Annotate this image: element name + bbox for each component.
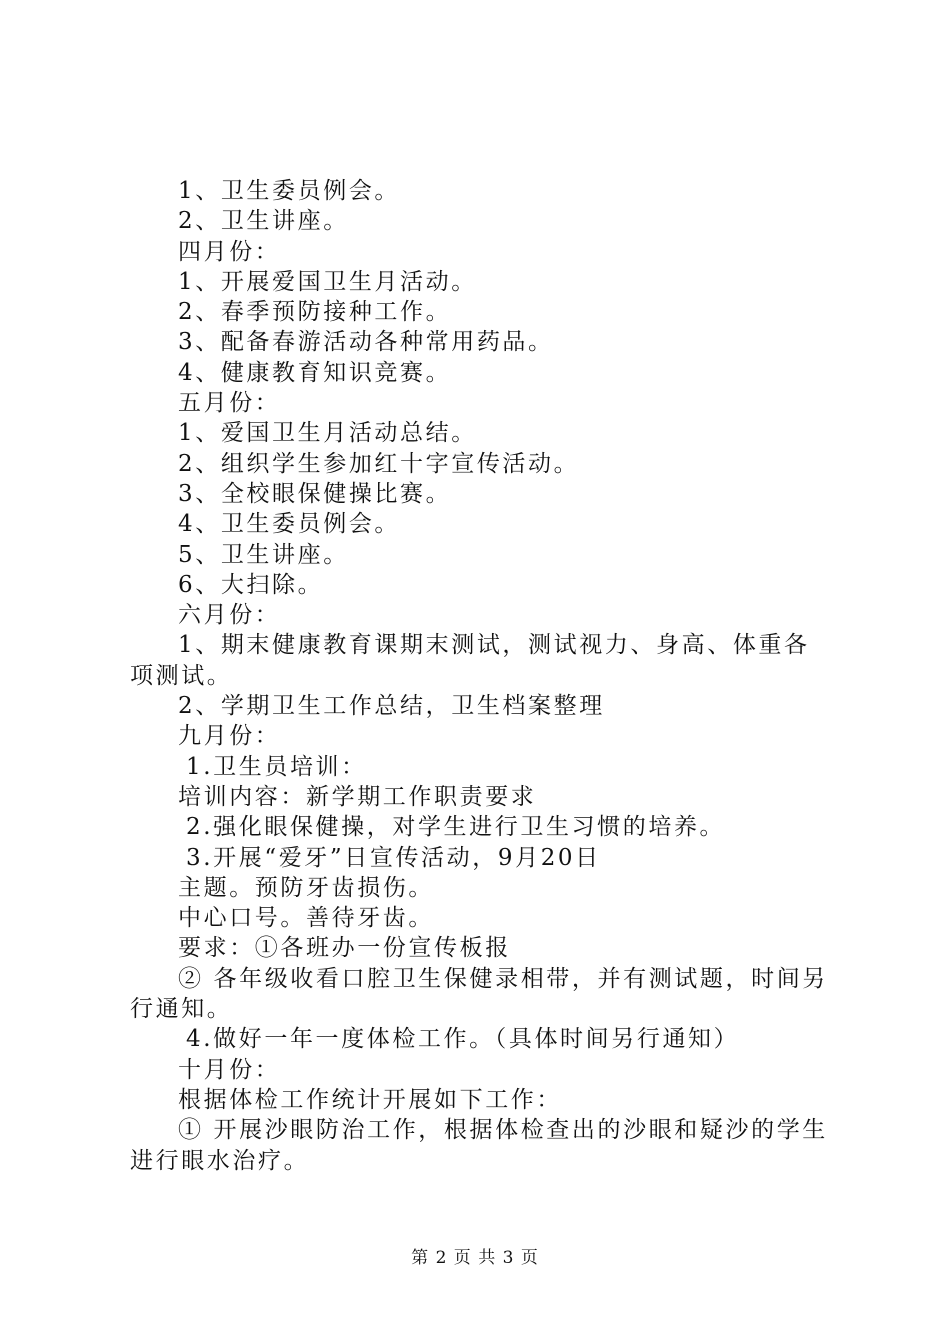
text-line: 主题。预防牙齿损伤。 — [178, 874, 434, 901]
text-line: 3.开展“爱牙”日宣传活动，9月20日 — [186, 844, 601, 871]
text-line: 要求：①各班办一份宣传板报 — [178, 935, 511, 962]
text-line: 中心口号。善待牙齿。 — [178, 905, 434, 932]
text-line: 1、卫生委员例会。 — [178, 178, 401, 204]
text-paragraph: ① 开展沙眼防治工作，根据体检查出的沙眼和疑沙的学生进行眼水治疗。 — [130, 1117, 828, 1174]
text-line: 6、大扫除。 — [178, 571, 324, 598]
section-heading-october: 十月份： — [178, 1056, 281, 1083]
section-heading-may: 五月份： — [178, 390, 281, 417]
text-line: 1、爱国卫生月活动总结。 — [178, 420, 477, 447]
text-line: 2、卫生讲座。 — [178, 208, 349, 235]
text-line: 2、学期卫生工作总结，卫生档案整理 — [178, 693, 605, 720]
text-line: 2、组织学生参加红十字宣传活动。 — [178, 450, 580, 477]
section-heading-june: 六月份： — [178, 602, 281, 629]
text-line: 3、全校眼保健操比赛。 — [178, 480, 452, 507]
section-heading-april: 四月份： — [178, 238, 281, 265]
text-line: 4、健康教育知识竞赛。 — [178, 359, 452, 386]
text-line: 5、卫生讲座。 — [178, 541, 349, 568]
text-line: 3、配备春游活动各种常用药品。 — [178, 329, 554, 356]
text-line: 1、开展爱国卫生月活动。 — [178, 268, 477, 295]
text-line: 1.卫生员培训： — [186, 753, 367, 780]
text-line: 2.强化眼保健操，对学生进行卫生习惯的培养。 — [186, 814, 726, 841]
text-paragraph: 1、期末健康教育课期末测试，测试视力、身高、体重各项测试。 — [130, 632, 810, 689]
text-line: 2、春季预防接种工作。 — [178, 299, 452, 326]
text-line: 根据体检工作统计开展如下工作： — [178, 1086, 562, 1113]
page-footer: 第 2 页 共 3 页 — [411, 1248, 539, 1268]
text-line: 4、卫生委员例会。 — [178, 511, 401, 538]
text-line: 4.做好一年一度体检工作。（具体时间另行通知） — [186, 1026, 740, 1053]
section-heading-september: 九月份： — [178, 723, 281, 750]
text-line: 培训内容：新学期工作职责要求 — [178, 783, 537, 810]
text-paragraph: ② 各年级收看口腔卫生保健录相带，并有测试题，时间另行通知。 — [130, 965, 828, 1023]
document-body — [130, 176, 835, 1176]
